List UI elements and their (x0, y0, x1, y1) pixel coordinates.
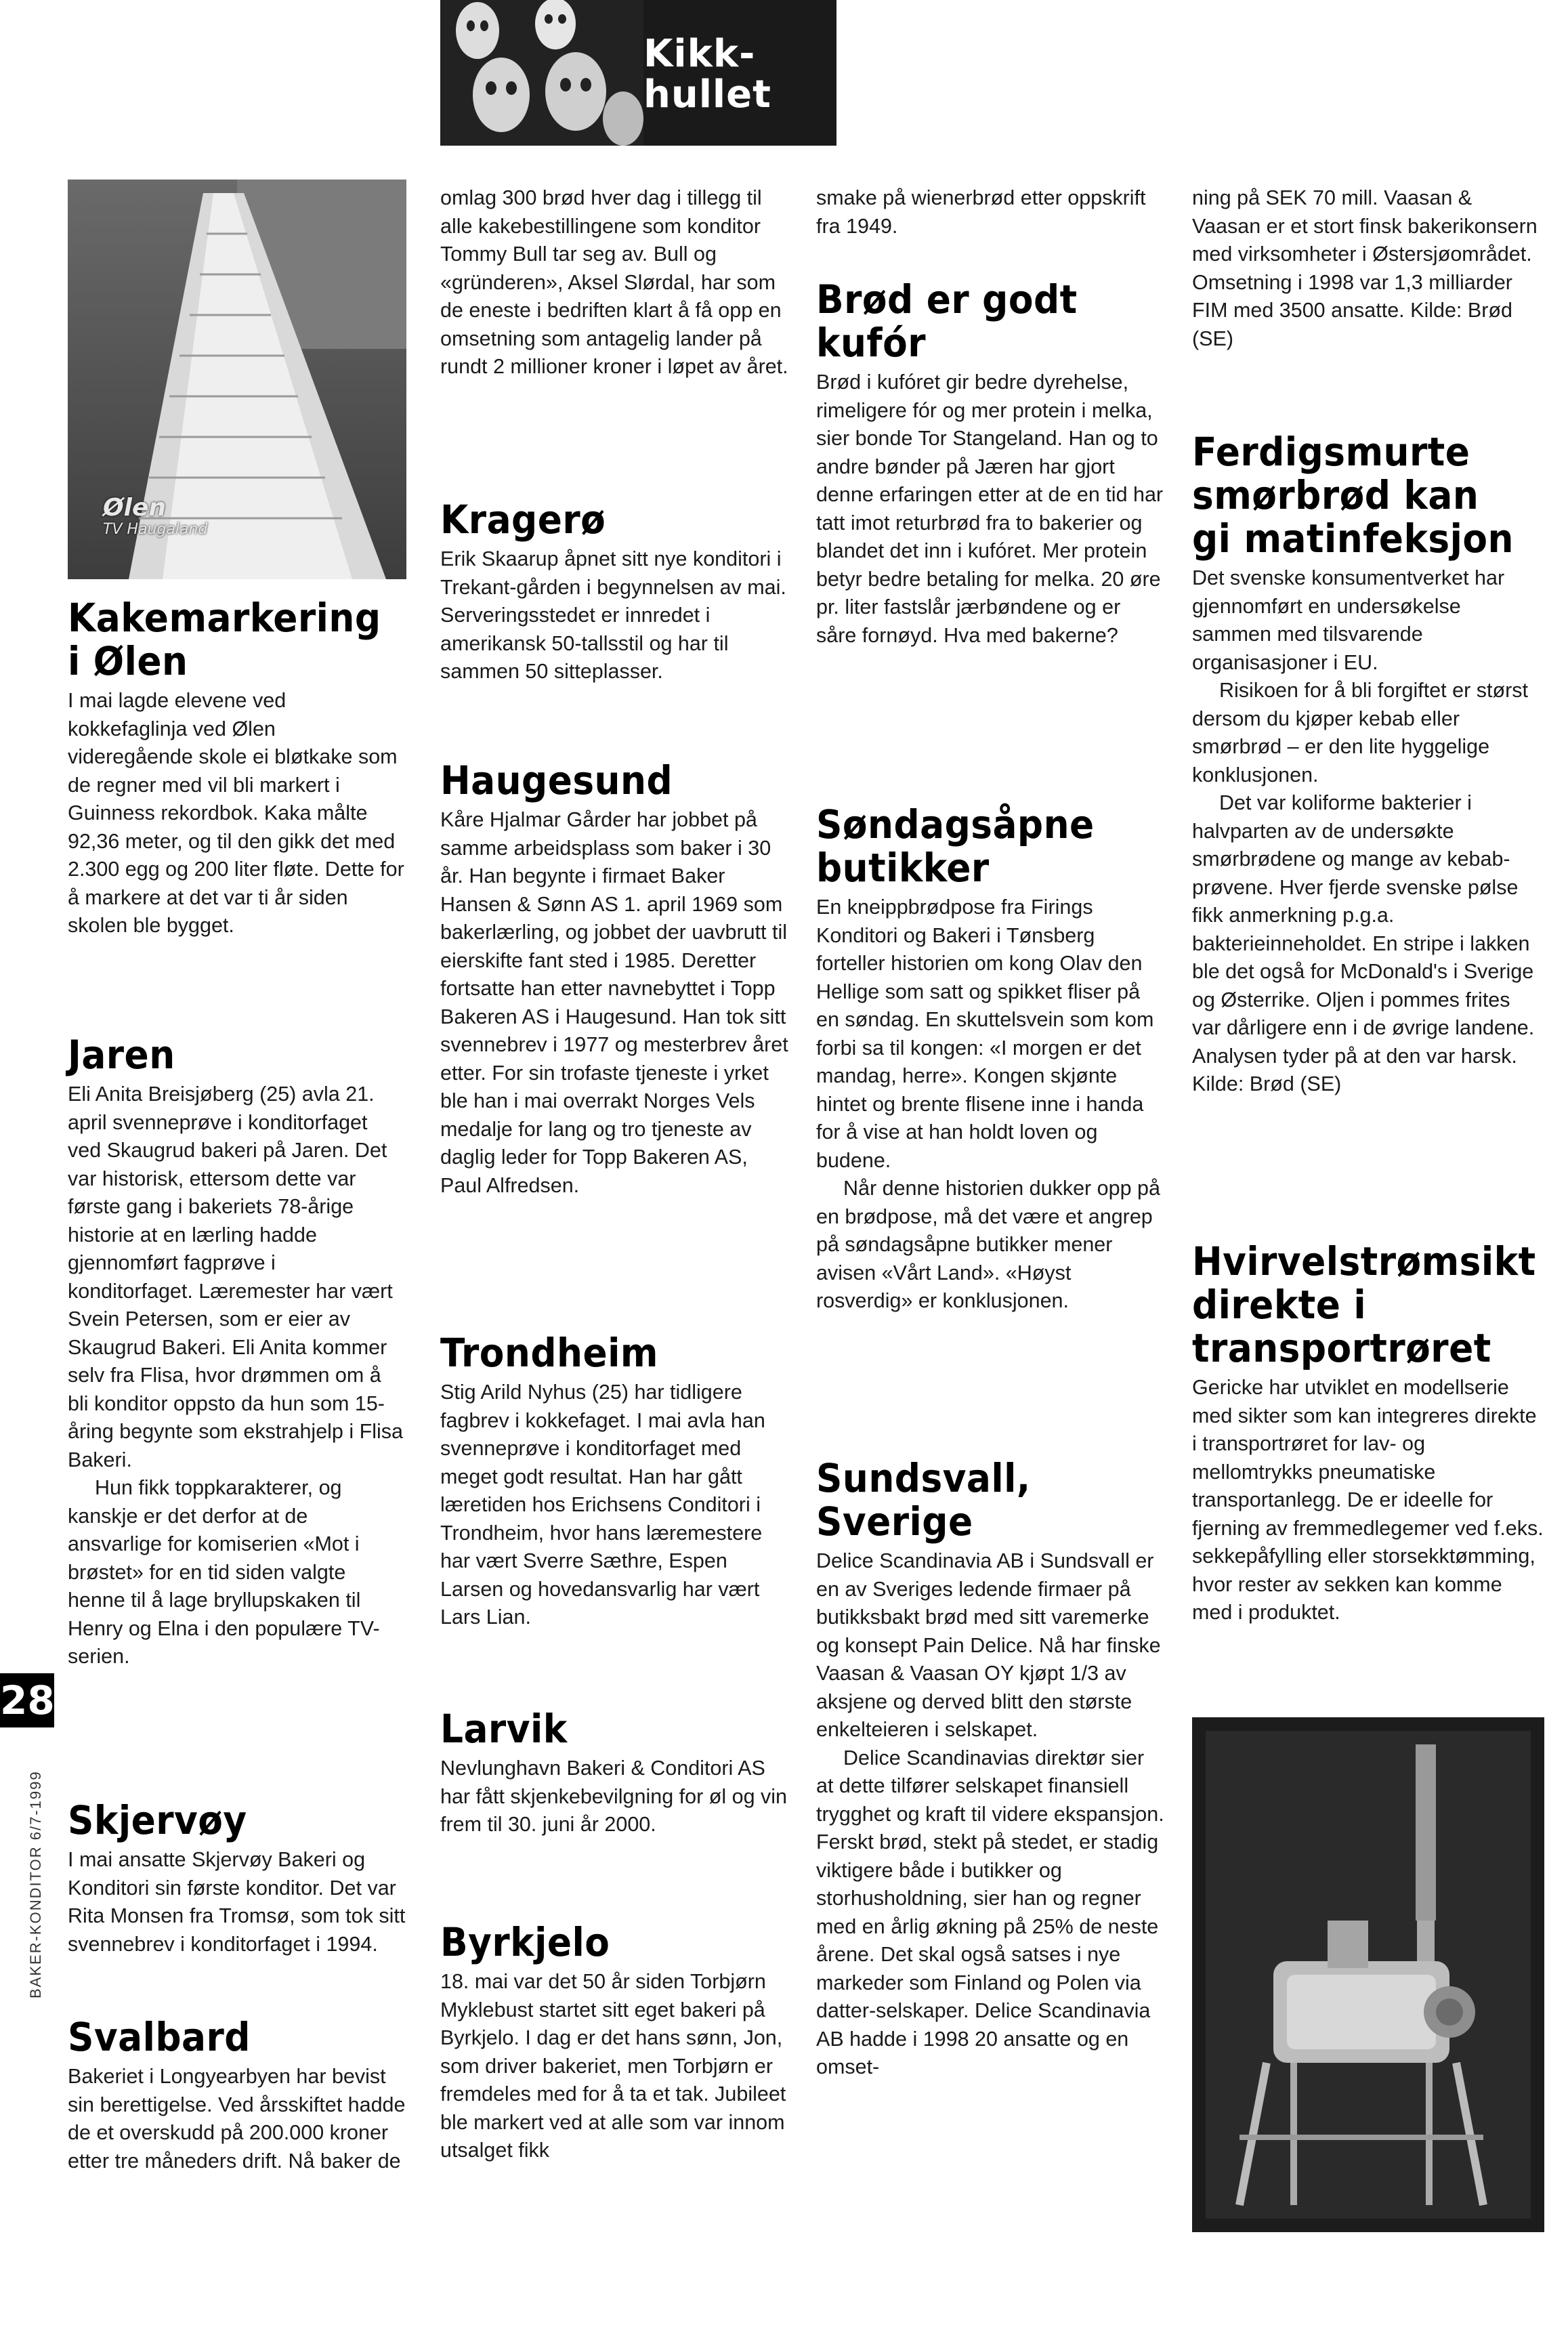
paragraph: Eli Anita Breisjøberg (25) avla 21. april svenneprøve i konditorfaget ved Skaugrud bakeri på Jaren. Det var historisk, ettersom dette var første gang i bakeriets 78-årige historie at en lærling hadde gjennomført fagprøve i konditorfaget. Læremester har vært Svein Petersen, som er eier av Skaugrud Bakeri. Eli Anita kommer selv fra Flisa, hvor drømmen om å bli konditor oppsto da hun som 15-åring begynte som ekstrahjelp i Flisa Bakeri. (68, 1083, 404, 1471)
paragraph: I mai lagde elevene ved kokkefaglinja ved Ølen videregående skole ei bløtkake som de regner med vil bli markert i Guinness rekordbok. Kaka målte 92,36 meter, og til den gikk det med 2.300 egg og 200 liter fløte. Dette for å markere at det var ti år siden skolen ble bygget. (68, 689, 404, 937)
paragraph: smake på wienerbrød etter oppskrift fra 1949. (816, 186, 1146, 238)
headline-jaren: Jaren (68, 1032, 175, 1078)
article-byrkjelo (440, 1921, 792, 2165)
body-hvirvel (1192, 1374, 1544, 1627)
paragraph: ning på SEK 70 mill. Vaasan & Vaasan er et stort finsk bakerikonsern med virksomheter i Østersjøområdet. Omsetning i 1998 var 1,3 milliarder FIM med 3500 ansatte. Kilde: Brød (SE) (1192, 186, 1538, 350)
logo-line-1: Kikk- (643, 32, 756, 76)
article-haugesund (440, 759, 792, 1200)
photo-caption-place: Ølen (103, 494, 166, 522)
headline-skjervoy: Skjervøy (68, 1797, 247, 1843)
page-number: 28 (0, 1673, 54, 1727)
paragraph: Risikoen for å bli forgiftet er størst dersom du kjøper kebab eller smørbrød – er den lite hyggelige konklusjonen. (1192, 679, 1528, 787)
paragraph: Bakeriet i Longyearbyen har bevist sin berettigelse. Ved årsskiftet hadde de et overskudd på 200.000 kroner etter tre måneders drift. Nå baker de (68, 2065, 406, 2173)
kikkhullet-logo (440, 0, 836, 146)
article-jaren (68, 1033, 406, 1671)
headline-hvirvel: Hvirvelstrømsikt direkte i transportrøret (1192, 1238, 1536, 1371)
headline-larvik: Larvik (440, 1706, 568, 1752)
body-sundsvall (816, 1547, 1165, 2082)
paragraph: Stig Arild Nyhus (25) har tidligere fagbrev i kokkefaget. I mai avla han svenneprøve i konditorfaget med meget godt resultat. Han har gått læretiden hos Erichsens Conditori i Trondheim, hvor hans læremestere har vært Sverre Sæthre, Espen Larsen og hovedansvarlig har vært Lars Lian. (440, 1381, 765, 1629)
paragraph: Gericke har utviklet en modellserie med sikter som kan integreres direkte i transportrøret for lav- og mellomtrykks pneumatiske transportanlegg. De er ideelle for fjerning av fremmedlegemer ved f.eks. sekkepåfylling eller storsekktømming, hvor rester av sekken kan komme med i produktet. (1192, 1376, 1544, 1624)
article-col4-intro (1192, 184, 1544, 353)
body-col4-intro (1192, 184, 1544, 353)
paragraph: omlag 300 brød hver dag i tillegg til alle kakebestillingene som konditor Tommy Bull tar seg av. Bull og «gründeren», Aksel Slørdal, har som de eneste i bedriften klart å få opp en omsetning som antagelig lander på rundt 2 millioner kroner i løpet av året. (440, 186, 788, 378)
article-col2-intro (440, 184, 792, 381)
body-trondheim (440, 1379, 792, 1632)
paragraph: En kneippbrødpose fra Firings Konditori og Bakeri i Tønsberg forteller historien om kong Olav den Hellige som satt og spikket fliser på en søndag. En skuttelsvein som kom forbi sa til kongen: «I morgen er det mandag, herre». Kongen skjønte hintet og brente flisene inne i handa for å vise at han holdt loven og budene. (816, 896, 1154, 1172)
article-svalbard (68, 2015, 406, 2175)
article-sundsvall (816, 1456, 1165, 2082)
body-haugesund (440, 806, 792, 1200)
body-ferdigsmurte (1192, 564, 1544, 1099)
paragraph: Delice Scandinavia AB i Sundsvall er en av Sveriges ledende firmaer på butikksbakt brød med sitt varemerke og konsept Pain Delice. Nå har finske Vaasan & Vaasan OY kjøpt 1/3 av aksjene og derved blitt den største enkelteieren i selskapet. (816, 1549, 1161, 1741)
cake-photo (68, 180, 406, 579)
headline-sundsvall: Sundsvall, Sverige (816, 1455, 1031, 1545)
headline-haugesund: Haugesund (440, 757, 673, 803)
body-skjervoy (68, 1846, 406, 1958)
paragraph: Delice Scandinavias direktør sier at dette tilfører selskapet finansiell trygghet og kraft til videre ekspansjon. Ferskt brød, stekt på stedet, er stadig viktigere både i butikker og storhusholdning, sier han og regner med en årlig økning på 25% de neste årene. Det skal også satses i nye markeder som Finland og Polen via datter-selskaper. Delice Scandinavia AB hadde i 1998 20 ansatte og en omset- (816, 1746, 1164, 2078)
running-title: BAKER-KONDITOR 6/7-1999 (27, 1770, 44, 1998)
article-brod-kufor (816, 278, 1165, 650)
photo-caption-credit: TV Haugaland (103, 521, 208, 538)
headline-kakemarkering: Kakemarkering i Ølen (68, 595, 381, 684)
paragraph: 18. mai var det 50 år siden Torbjørn Myklebust startet sitt eget bakeri på Byrkjelo. I dag er det hans sønn, Jon, som driver bakeriet, men Torbjørn er fremdeles med for å ta et tak. Jubileet ble markert ved at alle som var innom utsalget fikk (440, 1970, 786, 2162)
paragraph: Det svenske konsumentverket har gjennomført en undersøkelse sammen med tilsvarende organisasjoner i EU. (1192, 566, 1505, 674)
headline-byrkjelo: Byrkjelo (440, 1919, 610, 1965)
paragraph: Erik Skaarup åpnet sitt nye konditori i Trekant-gården i begynnelsen av mai. Serveringsstedet er innredet i amerikansk 50-tallsstil og har til sammen 50 sitteplasser. (440, 547, 786, 683)
paragraph: Det var koliforme bakterier i halvparten av de undersøkte smørbrødene og mange av kebab-prøvene. Hver fjerde svenske pølse fikk anmerkning p.g.a. bakterieinneholdet. En stripe i lakken ble det også for McDonald's i Sverige og Østerrike. Oljen i pommes frites var dårligere enn i de øvrige landene. Analysen tyder på at den var harsk. Kilde: Brød (SE) (1192, 791, 1535, 1095)
article-hvirvel (1192, 1240, 1544, 1627)
photo-caption (103, 495, 207, 539)
paragraph: I mai ansatte Skjervøy Bakeri og Konditori sin første konditor. Det var Rita Monsen fra Tromsø, som tok sitt svennebrev i konditorfaget i 1994. (68, 1848, 406, 1956)
logo-line-2: hullet (643, 72, 771, 117)
paragraph: Brød i kufóret gir bedre dyrehelse, rimeligere fór og mer protein i melka, sier bonde Tor Stangeland. Han og to andre bønder på Jæren har gjort denne erfaringen etter at de en tid har tatt imot returbrød fra to bakerier og blandet det inn i kufóret. Mer protein betyr bedre betaling for melka. 20 øre pr. liter fastslår jærbøndene og er såre fornøyd. Hva med bakerne? (816, 371, 1164, 647)
body-sondagsapne (816, 894, 1165, 1316)
body-byrkjelo (440, 1968, 792, 2165)
headline-sondagsapne: Søndagsåpne butikker (816, 801, 1095, 891)
headline-kragero: Kragerø (440, 497, 606, 543)
logo-text (643, 34, 833, 115)
article-kragero (440, 498, 792, 686)
article-sondagsapne (816, 803, 1165, 1316)
article-ferdigsmurte (1192, 430, 1544, 1099)
masks-illustration (440, 0, 643, 146)
body-kakemarkering (68, 687, 406, 940)
headline-svalbard: Svalbard (68, 2014, 251, 2060)
body-larvik (440, 1755, 792, 1839)
sieve-machine-illustration (1192, 1717, 1544, 2232)
article-larvik (440, 1707, 792, 1839)
paragraph: Kåre Hjalmar Gårder har jobbet på samme arbeidsplass som baker i 30 år. Han begynte i firmaet Baker Hansen & Sønn AS 1. april 1969 som bakerlærling, og jobbet der uavbrutt til eierskifte fant sted i 1985. Deretter fortsatte han etter navnebyttet i Topp Bakeren AS i Haugesund. Han tok sitt svennebrev i 1977 og mesterbrev året etter. For sin trofaste tjeneste i yrket ble han i mai overrakt Norges Vels medalje for lang og tro tjeneste av daglig leder for Topp Bakeren AS, Paul Alfredsen. (440, 808, 788, 1197)
sieve-photo (1192, 1717, 1544, 2232)
article-col3-intro (816, 184, 1165, 240)
body-jaren (68, 1081, 406, 1671)
article-kakemarkering (68, 596, 406, 940)
body-col3-intro (816, 184, 1165, 240)
headline-brod-kufor: Brød er godt kufór (816, 276, 1078, 366)
paragraph: Hun fikk toppkarakterer, og kanskje er det derfor at de ansvarlige for komiserien «Mot i brøstet» for en tid siden valgte henne til å lage bryllupskaken til Henry og Elna i den populære TV-serien. (68, 1476, 380, 1668)
body-col2-intro (440, 184, 792, 381)
article-trondheim (440, 1331, 792, 1632)
headline-ferdigsmurte: Ferdigsmurte smørbrød kan gi matinfeksjon (1192, 429, 1514, 562)
article-skjervoy (68, 1799, 406, 1958)
paragraph: Når denne historien dukker opp på en brødpose, må det være et angrep på søndagsåpne butikker mener avisen «Vårt Land». «Høyst rosverdig» er konklusjonen. (816, 1177, 1160, 1312)
body-brod-kufor (816, 369, 1165, 650)
headline-trondheim: Trondheim (440, 1330, 658, 1376)
body-svalbard (68, 2063, 406, 2175)
body-kragero (440, 545, 792, 686)
paragraph: Nevlunghavn Bakeri & Conditori AS har fått skjenkebevilgning for øl og vin frem til 30. juni år 2000. (440, 1757, 787, 1836)
